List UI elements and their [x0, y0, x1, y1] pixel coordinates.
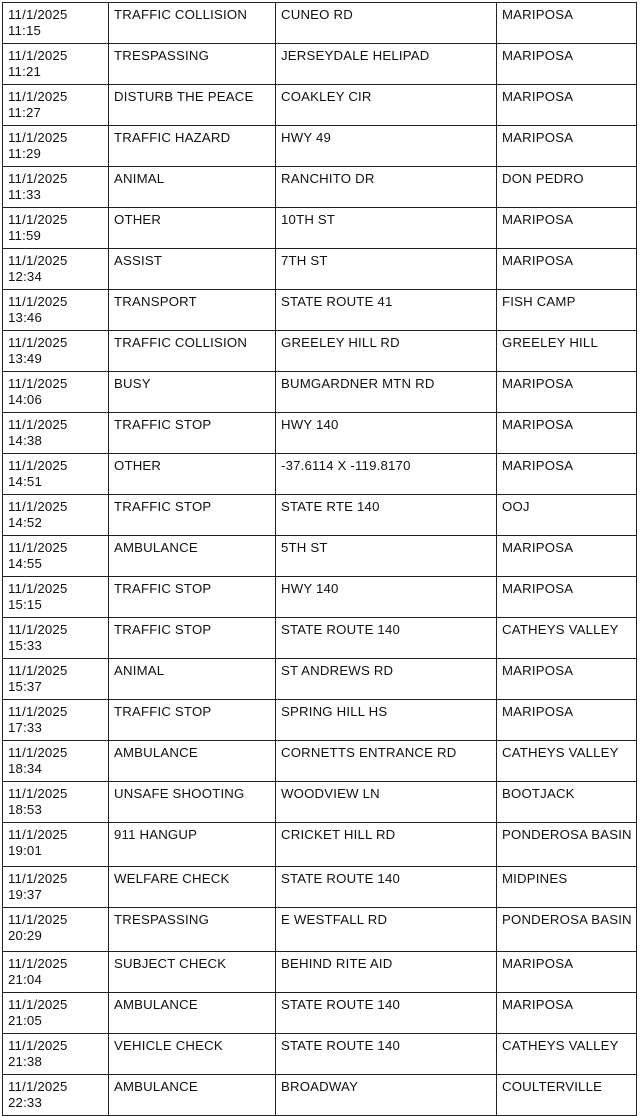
table-row	[3, 577, 637, 618]
incident-type-cell: OTHER	[109, 208, 276, 249]
area-cell: PONDEROSA BASIN	[497, 908, 637, 952]
location-cell: STATE ROUTE 140	[276, 1034, 497, 1075]
table-row	[3, 993, 637, 1034]
table-row	[3, 208, 637, 249]
incident-type-cell: VEHICLE CHECK	[109, 1034, 276, 1075]
location-cell: STATE ROUTE 41	[276, 290, 497, 331]
incident-type-cell: WELFARE CHECK	[109, 867, 276, 908]
table-row	[3, 659, 637, 700]
table-row	[3, 372, 637, 413]
location-cell: 10TH ST	[276, 208, 497, 249]
incident-type-cell: AMBULANCE	[109, 993, 276, 1034]
table-row	[3, 700, 637, 741]
area-cell: MARIPOSA	[497, 659, 637, 700]
area-cell: MARIPOSA	[497, 454, 637, 495]
table-row	[3, 167, 637, 208]
table-row	[3, 331, 637, 372]
datetime-cell: 11/1/2025 14:52	[3, 495, 109, 536]
area-cell: MARIPOSA	[497, 993, 637, 1034]
location-cell: CORNETTS ENTRANCE RD	[276, 741, 497, 782]
datetime-cell: 11/1/2025 11:27	[3, 85, 109, 126]
location-cell: 5TH ST	[276, 536, 497, 577]
datetime-cell: 11/1/2025 12:34	[3, 249, 109, 290]
area-cell: DON PEDRO	[497, 167, 637, 208]
incident-type-cell: AMBULANCE	[109, 741, 276, 782]
datetime-cell: 11/1/2025 15:15	[3, 577, 109, 618]
table-row	[3, 618, 637, 659]
datetime-cell: 11/1/2025 11:29	[3, 126, 109, 167]
datetime-cell: 11/1/2025 13:46	[3, 290, 109, 331]
table-row	[3, 908, 637, 952]
area-cell: BOOTJACK	[497, 782, 637, 823]
area-cell: CATHEYS VALLEY	[497, 618, 637, 659]
area-cell: MIDPINES	[497, 867, 637, 908]
datetime-cell: 11/1/2025 11:15	[3, 3, 109, 44]
area-cell: MARIPOSA	[497, 372, 637, 413]
incident-type-cell: ASSIST	[109, 249, 276, 290]
area-cell: MARIPOSA	[497, 126, 637, 167]
location-cell: STATE ROUTE 140	[276, 993, 497, 1034]
incident-type-cell: AMBULANCE	[109, 536, 276, 577]
location-cell: BUMGARDNER MTN RD	[276, 372, 497, 413]
datetime-cell: 11/1/2025 19:37	[3, 867, 109, 908]
location-cell: SPRING HILL HS	[276, 700, 497, 741]
datetime-cell: 11/1/2025 20:29	[3, 908, 109, 952]
table-row	[3, 1075, 637, 1116]
table-row	[3, 823, 637, 867]
datetime-cell: 11/1/2025 19:01	[3, 823, 109, 867]
incident-type-cell: TRAFFIC STOP	[109, 700, 276, 741]
table-row	[3, 1034, 637, 1075]
datetime-cell: 11/1/2025 21:05	[3, 993, 109, 1034]
table-row	[3, 126, 637, 167]
area-cell: MARIPOSA	[497, 44, 637, 85]
datetime-cell: 11/1/2025 17:33	[3, 700, 109, 741]
incident-type-cell: TRANSPORT	[109, 290, 276, 331]
incident-type-cell: TRAFFIC HAZARD	[109, 126, 276, 167]
area-cell: MARIPOSA	[497, 952, 637, 993]
incident-type-cell: TRAFFIC STOP	[109, 413, 276, 454]
table-row	[3, 952, 637, 993]
incident-type-cell: TRESPASSING	[109, 44, 276, 85]
incident-type-cell: TRAFFIC COLLISION	[109, 331, 276, 372]
datetime-cell: 11/1/2025 22:33	[3, 1075, 109, 1116]
table-row	[3, 454, 637, 495]
incident-type-cell: AMBULANCE	[109, 1075, 276, 1116]
datetime-cell: 11/1/2025 14:38	[3, 413, 109, 454]
call-log-table	[2, 2, 637, 1116]
location-cell: STATE ROUTE 140	[276, 618, 497, 659]
datetime-cell: 11/1/2025 13:49	[3, 331, 109, 372]
area-cell: PONDEROSA BASIN	[497, 823, 637, 867]
location-cell: STATE RTE 140	[276, 495, 497, 536]
table-row	[3, 495, 637, 536]
incident-type-cell: TRAFFIC STOP	[109, 577, 276, 618]
area-cell: MARIPOSA	[497, 413, 637, 454]
location-cell: 7TH ST	[276, 249, 497, 290]
datetime-cell: 11/1/2025 18:34	[3, 741, 109, 782]
incident-type-cell: TRAFFIC STOP	[109, 495, 276, 536]
location-cell: HWY 49	[276, 126, 497, 167]
incident-type-cell: OTHER	[109, 454, 276, 495]
table-row	[3, 867, 637, 908]
location-cell: HWY 140	[276, 577, 497, 618]
datetime-cell: 11/1/2025 14:06	[3, 372, 109, 413]
location-cell: CRICKET HILL RD	[276, 823, 497, 867]
location-cell: BROADWAY	[276, 1075, 497, 1116]
area-cell: COULTERVILLE	[497, 1075, 637, 1116]
location-cell: ST ANDREWS RD	[276, 659, 497, 700]
incident-type-cell: 911 HANGUP	[109, 823, 276, 867]
area-cell: CATHEYS VALLEY	[497, 1034, 637, 1075]
location-cell: HWY 140	[276, 413, 497, 454]
datetime-cell: 11/1/2025 21:04	[3, 952, 109, 993]
table-row	[3, 3, 637, 44]
location-cell: COAKLEY CIR	[276, 85, 497, 126]
location-cell: RANCHITO DR	[276, 167, 497, 208]
table-row	[3, 290, 637, 331]
datetime-cell: 11/1/2025 18:53	[3, 782, 109, 823]
location-cell: BEHIND RITE AID	[276, 952, 497, 993]
location-cell: STATE ROUTE 140	[276, 867, 497, 908]
area-cell: MARIPOSA	[497, 85, 637, 126]
incident-type-cell: BUSY	[109, 372, 276, 413]
area-cell: MARIPOSA	[497, 3, 637, 44]
area-cell: MARIPOSA	[497, 577, 637, 618]
location-cell: JERSEYDALE HELIPAD	[276, 44, 497, 85]
table-row	[3, 85, 637, 126]
datetime-cell: 11/1/2025 11:21	[3, 44, 109, 85]
call-log-body	[3, 3, 637, 1116]
incident-type-cell: SUBJECT CHECK	[109, 952, 276, 993]
incident-type-cell: DISTURB THE PEACE	[109, 85, 276, 126]
location-cell: CUNEO RD	[276, 3, 497, 44]
location-cell: WOODVIEW LN	[276, 782, 497, 823]
incident-type-cell: ANIMAL	[109, 167, 276, 208]
datetime-cell: 11/1/2025 15:33	[3, 618, 109, 659]
datetime-cell: 11/1/2025 11:59	[3, 208, 109, 249]
datetime-cell: 11/1/2025 11:33	[3, 167, 109, 208]
area-cell: MARIPOSA	[497, 249, 637, 290]
area-cell: OOJ	[497, 495, 637, 536]
table-row	[3, 782, 637, 823]
area-cell: FISH CAMP	[497, 290, 637, 331]
area-cell: MARIPOSA	[497, 208, 637, 249]
datetime-cell: 11/1/2025 15:37	[3, 659, 109, 700]
table-row	[3, 44, 637, 85]
incident-type-cell: ANIMAL	[109, 659, 276, 700]
datetime-cell: 11/1/2025 21:38	[3, 1034, 109, 1075]
table-row	[3, 741, 637, 782]
area-cell: GREELEY HILL	[497, 331, 637, 372]
location-cell: E WESTFALL RD	[276, 908, 497, 952]
datetime-cell: 11/1/2025 14:51	[3, 454, 109, 495]
table-row	[3, 413, 637, 454]
incident-type-cell: UNSAFE SHOOTING	[109, 782, 276, 823]
datetime-cell: 11/1/2025 14:55	[3, 536, 109, 577]
location-cell: GREELEY HILL RD	[276, 331, 497, 372]
table-row	[3, 249, 637, 290]
incident-type-cell: TRAFFIC STOP	[109, 618, 276, 659]
area-cell: MARIPOSA	[497, 700, 637, 741]
incident-type-cell: TRAFFIC COLLISION	[109, 3, 276, 44]
area-cell: CATHEYS VALLEY	[497, 741, 637, 782]
table-row	[3, 536, 637, 577]
area-cell: MARIPOSA	[497, 536, 637, 577]
location-cell: -37.6114 X -119.8170	[276, 454, 497, 495]
incident-type-cell: TRESPASSING	[109, 908, 276, 952]
